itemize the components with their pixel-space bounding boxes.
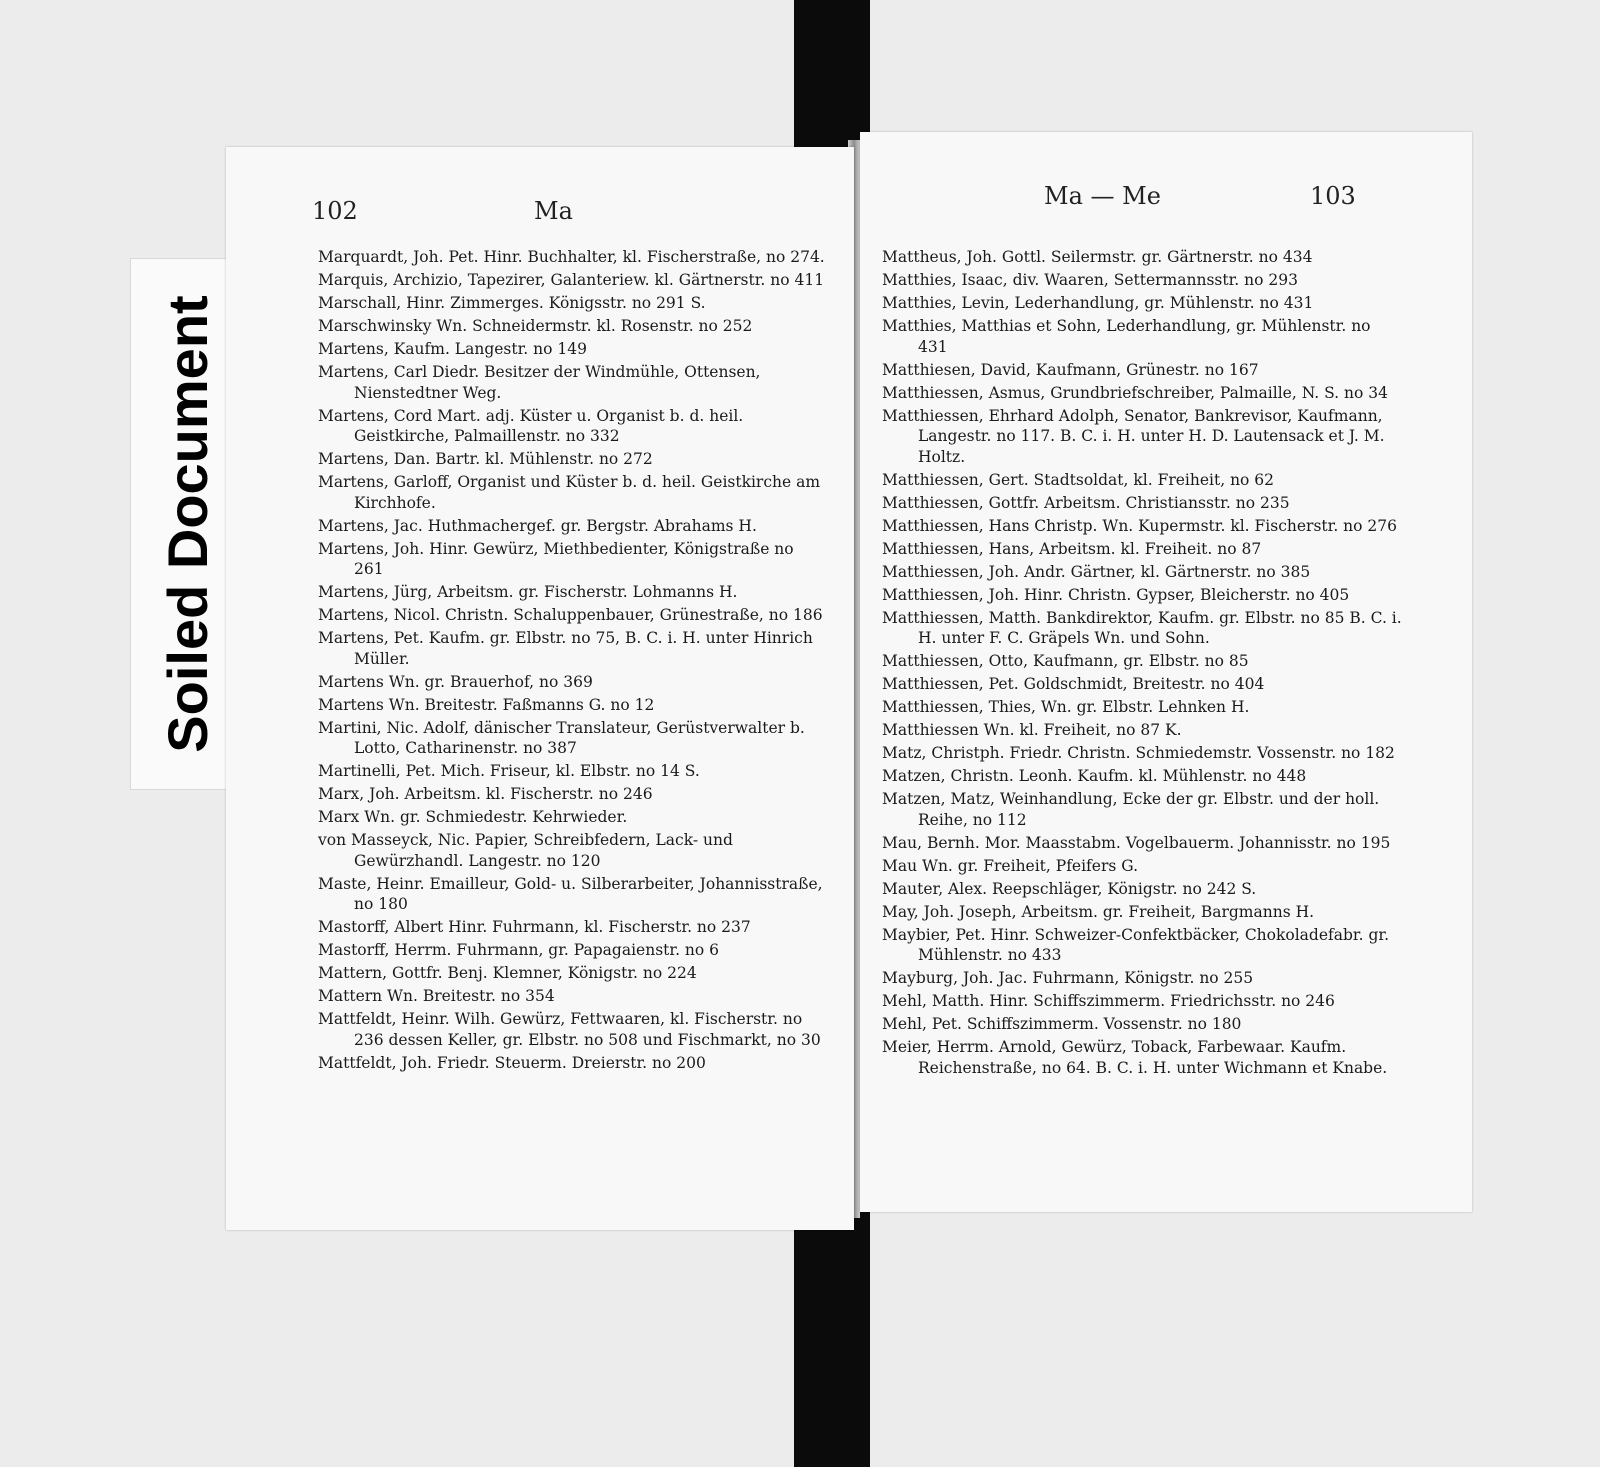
label-text: Soiled Document [156,295,219,753]
directory-entry: Marquardt, Joh. Pet. Hinr. Buchhalter, kl. Fischerstraße, no 274. [318,248,825,266]
directory-entry: Matthiessen, Ehrhard Adolph, Senator, Bankrevisor, Kaufmann, Langestr. no 117. B. C. i. H. unter H. D. Lautensack et J. M. Holtz. [882,406,1385,466]
directory-entry: Maybier, Pet. Hinr. Schweizer-Confektbäcker, Chokoladefabr. gr. Mühlenstr. no 433 [882,925,1390,964]
directory-entry: Mattern Wn. Breitestr. no 354 [318,987,555,1005]
directory-entry: von Masseyck, Nic. Papier, Schreibfedern, Lack- und Gewürzhandl. Langestr. no 120 [318,831,733,870]
directory-entry: Mattern, Gottfr. Benj. Klemner, Königstr. no 224 [318,964,697,982]
directory-entry: Matthiessen, Matth. Bankdirektor, Kaufm. gr. Elbstr. no 85 B. C. i. H. unter F. C. Gräpels Wn. und Sohn. [882,608,1402,647]
directory-entry: Martens Wn. Breitestr. Faßmanns G. no 12 [318,695,655,714]
directory-entry: Mattheus, Joh. Gottl. Seilermstr. gr. Gärtnerstr. no 434 [882,248,1313,266]
right-entry-list [882,247,1402,1081]
directory-entry: Mayburg, Joh. Jac. Fuhrmann, Königstr. no 255 [882,969,1254,987]
directory-entry: Matthiessen, Thies, Wn. gr. Elbstr. Lehnken H. [882,698,1250,716]
left-page-number: 102 [312,197,358,225]
directory-entry: May, Joh. Joseph, Arbeitsm. gr. Freiheit, Bargmanns H. [882,902,1315,921]
directory-entry: Matthiessen Wn. kl. Freiheit, no 87 K. [882,721,1182,739]
directory-entry: Meier, Herrm. Arnold, Gewürz, Toback, Farbewaar. Kaufm. Reichenstraße, no 64. B. C. i. H. unter Wichmann et Knabe. [882,1038,1388,1077]
directory-entry: Martens, Jürg, Arbeitsm. gr. Fischerstr. Lohmanns H. [318,583,738,601]
directory-entry: Matthies, Isaac, div. Waaren, Settermannsstr. no 293 [882,271,1298,289]
directory-entry: Matthies, Matthias et Sohn, Lederhandlung, gr. Mühlenstr. no 431 [882,317,1371,356]
right-page-number: 103 [1310,182,1356,210]
directory-entry: Martens, Garloff, Organist und Küster b. d. heil. Geistkirche am Kirchhofe. [318,473,821,512]
directory-entry: Matthiessen, Hans, Arbeitsm. kl. Freiheit. no 87 [882,539,1262,558]
left-entry-list [318,247,828,1076]
directory-entry: Matthiessen, Otto, Kaufmann, gr. Elbstr. no 85 [882,652,1249,670]
directory-entry: Matthiessen, Gert. Stadtsoldat, kl. Freiheit, no 62 [882,470,1275,489]
directory-entry: Matzen, Matz, Weinhandlung, Ecke der gr. Elbstr. und der holl. Reihe, no 112 [882,790,1380,829]
directory-entry: Martens Wn. gr. Brauerhof, no 369 [318,672,593,691]
directory-entry: Martinelli, Pet. Mich. Friseur, kl. Elbstr. no 14 S. [318,762,700,780]
directory-entry: Matthiessen, Joh. Andr. Gärtner, kl. Gärtnerstr. no 385 [882,562,1311,581]
directory-entry: Matthies, Levin, Lederhandlung, gr. Mühlenstr. no 431 [882,294,1314,312]
directory-entry: Matthiessen, Gottfr. Arbeitsm. Christiansstr. no 235 [882,493,1290,512]
directory-entry: Martens, Cord Mart. adj. Küster u. Organist b. d. heil. Geistkirche, Palmaillenstr. no 332 [318,406,744,445]
directory-entry: Matthiessen, Pet. Goldschmidt, Breitestr. no 404 [882,675,1265,693]
directory-entry: Mastorff, Albert Hinr. Fuhrmann, kl. Fischerstr. no 237 [318,918,751,936]
directory-entry: Mattfeldt, Joh. Friedr. Steuerm. Dreierstr. no 200 [318,1053,706,1072]
directory-entry: Martens, Carl Diedr. Besitzer der Windmühle, Ottensen, Nienstedtner Weg. [318,363,761,402]
directory-entry: Maste, Heinr. Emailleur, Gold- u. Silberarbeiter, Johannisstraße, no 180 [318,874,823,913]
directory-entry: Matthiesen, David, Kaufmann, Grünestr. no 167 [882,360,1259,379]
directory-entry: Martens, Joh. Hinr. Gewürz, Miethbedienter, Königstraße no 261 [318,539,794,578]
directory-entry: Marquis, Archizio, Tapezirer, Galanteriew. kl. Gärtnerstr. no 411 [318,271,825,289]
directory-entry: Marx, Joh. Arbeitsm. kl. Fischerstr. no 246 [318,785,653,803]
directory-entry: Marschwinsky Wn. Schneidermstr. kl. Rosenstr. no 252 [318,317,753,335]
directory-entry: Mehl, Matth. Hinr. Schiffszimmerm. Friedrichsstr. no 246 [882,992,1335,1010]
right-page [860,132,1472,1212]
directory-entry: Mau Wn. gr. Freiheit, Pfeifers G. [882,856,1139,875]
directory-entry: Martens, Nicol. Christn. Schaluppenbauer, Grünestraße, no 186 [318,606,823,624]
directory-entry: Matthiessen, Asmus, Grundbriefschreiber, Palmaille, N. S. no 34 [882,383,1389,402]
right-page-header: Ma — Me [1044,182,1161,210]
directory-entry: Mastorff, Herrm. Fuhrmann, gr. Papagaienstr. no 6 [318,941,720,959]
directory-entry: Martini, Nic. Adolf, dänischer Translateur, Gerüstverwalter b. Lotto, Catharinenstr. no 387 [318,718,805,757]
directory-entry: Matz, Christph. Friedr. Christn. Schmiedemstr. Vossenstr. no 182 [882,744,1395,762]
left-page [226,147,854,1230]
directory-entry: Martens, Jac. Huthmachergef. gr. Bergstr. Abrahams H. [318,516,757,535]
left-page-header: Ma [534,197,573,225]
directory-entry: Martens, Dan. Bartr. kl. Mühlenstr. no 272 [318,450,653,468]
directory-entry: Marschall, Hinr. Zimmerges. Königsstr. no 291 S. [318,294,706,312]
directory-entry: Marx Wn. gr. Schmiedestr. Kehrwieder. [318,808,628,826]
directory-entry: Matzen, Christn. Leonh. Kaufm. kl. Mühlenstr. no 448 [882,767,1307,785]
directory-entry: Mehl, Pet. Schiffszimmerm. Vossenstr. no 180 [882,1015,1242,1033]
directory-entry: Mau, Bernh. Mor. Maasstabm. Vogelbauerm. Johannisstr. no 195 [882,833,1391,852]
directory-entry: Mauter, Alex. Reepschläger, Königstr. no 242 S. [882,879,1257,898]
directory-entry: Matthiessen, Hans Christp. Wn. Kupermstr. kl. Fischerstr. no 276 [882,516,1398,535]
directory-entry: Matthiessen, Joh. Hinr. Christn. Gypser, Bleicherstr. no 405 [882,585,1350,604]
directory-entry: Mattfeldt, Heinr. Wilh. Gewürz, Fettwaaren, kl. Fischerstr. no 236 dessen Keller, gr. Elbstr. no 508 und Fischmarkt, no 30 [318,1010,821,1049]
directory-entry: Martens, Pet. Kaufm. gr. Elbstr. no 75, B. C. i. H. unter Hinrich Müller. [318,629,813,668]
directory-entry: Martens, Kaufm. Langestr. no 149 [318,340,587,358]
